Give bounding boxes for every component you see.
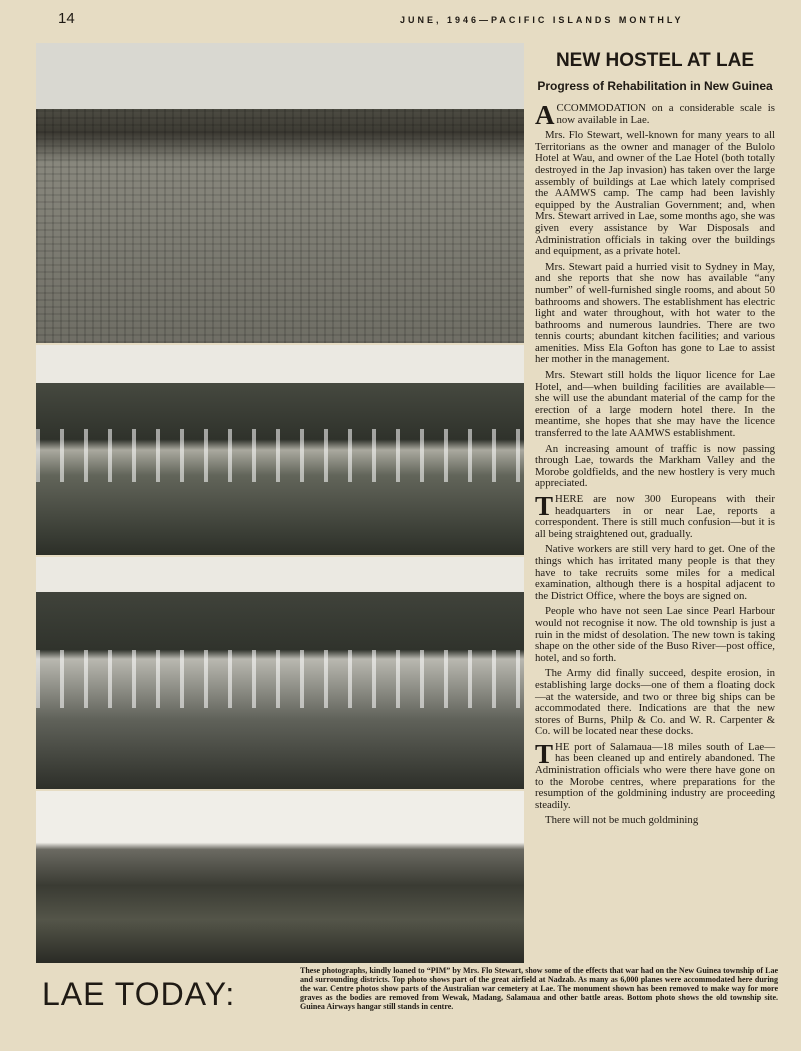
- photo-cemetery-monument: [36, 345, 524, 557]
- photo-column: [36, 43, 524, 965]
- publication-header: JUNE, 1946—PACIFIC ISLANDS MONTHLY: [400, 15, 684, 25]
- drop-cap: A: [535, 100, 555, 130]
- article-paragraph: [535, 130, 775, 258]
- paragraph-text: An increasing amount of traffic is now passing through Lae, towards the Markham Valley and the Morobe goldfields, and the new hostlery is very much appreciated.: [535, 442, 775, 490]
- paragraph-text: Mrs. Stewart still holds the liquor licence for Lae Hotel, and—when building facilities are available—she will use the abundant material of the camp for the erection of a large modern hotel there. In the meantime, she hopes that she may have the licence transferred to the late AAMWS establishment.: [535, 369, 775, 440]
- article-paragraph: [535, 544, 775, 602]
- article-paragraph: [535, 100, 775, 130]
- caption-title: LAE TODAY:: [42, 976, 236, 1012]
- photo-airfield: [36, 43, 524, 345]
- article-subtitle: Progress of Rehabilitation in New Guinea: [537, 79, 773, 93]
- article-paragraph: [535, 370, 775, 440]
- article-paragraph: [535, 668, 775, 738]
- paragraph-text: Mrs. Flo Stewart, well-known for many years to all Territorians as the owner and manager of the Bulolo Hotel at Wau, and owner of the Lae Hotel (both totally destroyed in the Jap invasion) has taken over the large assembly of buildings at Lae which lately comprised the AAMWS camp. The camp had been lavishly equipped by the Australian Government; and, when Mrs. Stewart arrived in Lae, some months ago, she was given every assistance by War Disposals and Administration officials in taking over the buildings and equipment, as a private hotel.: [535, 129, 775, 258]
- article-paragraph: [535, 491, 775, 540]
- article-paragraph: [535, 262, 775, 366]
- paragraph-text: The Army did finally succeed, despite erosion, in establishing large docks—one of them a floating dock—at the waterside, and two or three big ships can be accommodated there. Indications are that the new stores of Burns, Philp & Co. and W. R. Carpenter & Co. will be located near these docks.: [535, 667, 775, 738]
- paragraph-text: Native workers are still very hard to get. One of the things which has irritated many people is that they have to take recruits some miles for a medical examination, although there is a hospital adjacent to the District Office, where the boys are signed on.: [535, 543, 775, 602]
- paragraph-text: HE port of Salamaua—18 miles south of Lae—has been cleaned up and entirely abandoned. The Administration officials who were there have gone on to the Morobe centres, where preparations for the resumption of the goldmining industry are proceeding steadily.: [535, 740, 775, 811]
- paragraph-text: Mrs. Stewart paid a hurried visit to Sydney in May, and she reports that she now has available “any number” of well-furnished single rooms, and about 50 bathrooms and showers. The establishment has electric light and water throughout, with hot water to the bathrooms and numerous laundries. There are two tennis courts; abundant kitchen facilities; and various amenities. Miss Ela Gofton has gone to Lae to assist her mother in the management.: [535, 260, 775, 366]
- drop-cap: T: [535, 491, 554, 521]
- paragraph-text: People who have not seen Lae since Pearl Harbour would not recognise it now. The old township is just a ruin in the midst of desolation. The new town is taking shape on the other side of the Buso River—post office, hotel, and so forth.: [535, 605, 775, 664]
- article-paragraph: [535, 815, 775, 827]
- article-column: [535, 50, 775, 831]
- article-title: NEW HOSTEL AT LAE: [555, 50, 755, 71]
- paragraph-text: There will not be much goldmining: [545, 814, 699, 827]
- paragraph-text: HERE are now 300 Europeans with their headquarters in or near Lae, reports a correspondent. There is still much confusion—but it is all being straightened out, gradually.: [535, 493, 775, 540]
- article-paragraph: [535, 606, 775, 664]
- photo-township-site: [36, 791, 524, 965]
- caption-text: These photographs, kindly loaned to “PIM” by Mrs. Flo Stewart, show some of the effects that war had on the New Guinea township of Lae and surrounding districts. Top photo shows part of the great airfield at Nadzab. As many as 6,000 planes were accommodated here during the war. Centre photos show parts of the Australian war cemetery at Lae. The monument shown has been removed to make way for more graves as the bodies are removed from Wewak, Madang, Salamaua and other battle areas. Bottom photo shows the old township site. Guinea Airways hangar still stands in centre.: [300, 966, 778, 1011]
- drop-cap: T: [535, 738, 554, 769]
- article-body: [535, 100, 775, 827]
- page-number: 14: [58, 10, 75, 27]
- article-paragraph: [535, 738, 775, 812]
- photo-cemetery-crosses: [36, 557, 524, 791]
- article-paragraph: [535, 444, 775, 490]
- paragraph-text: CCOMMODATION on a considerable scale is now available in Lae.: [556, 102, 775, 126]
